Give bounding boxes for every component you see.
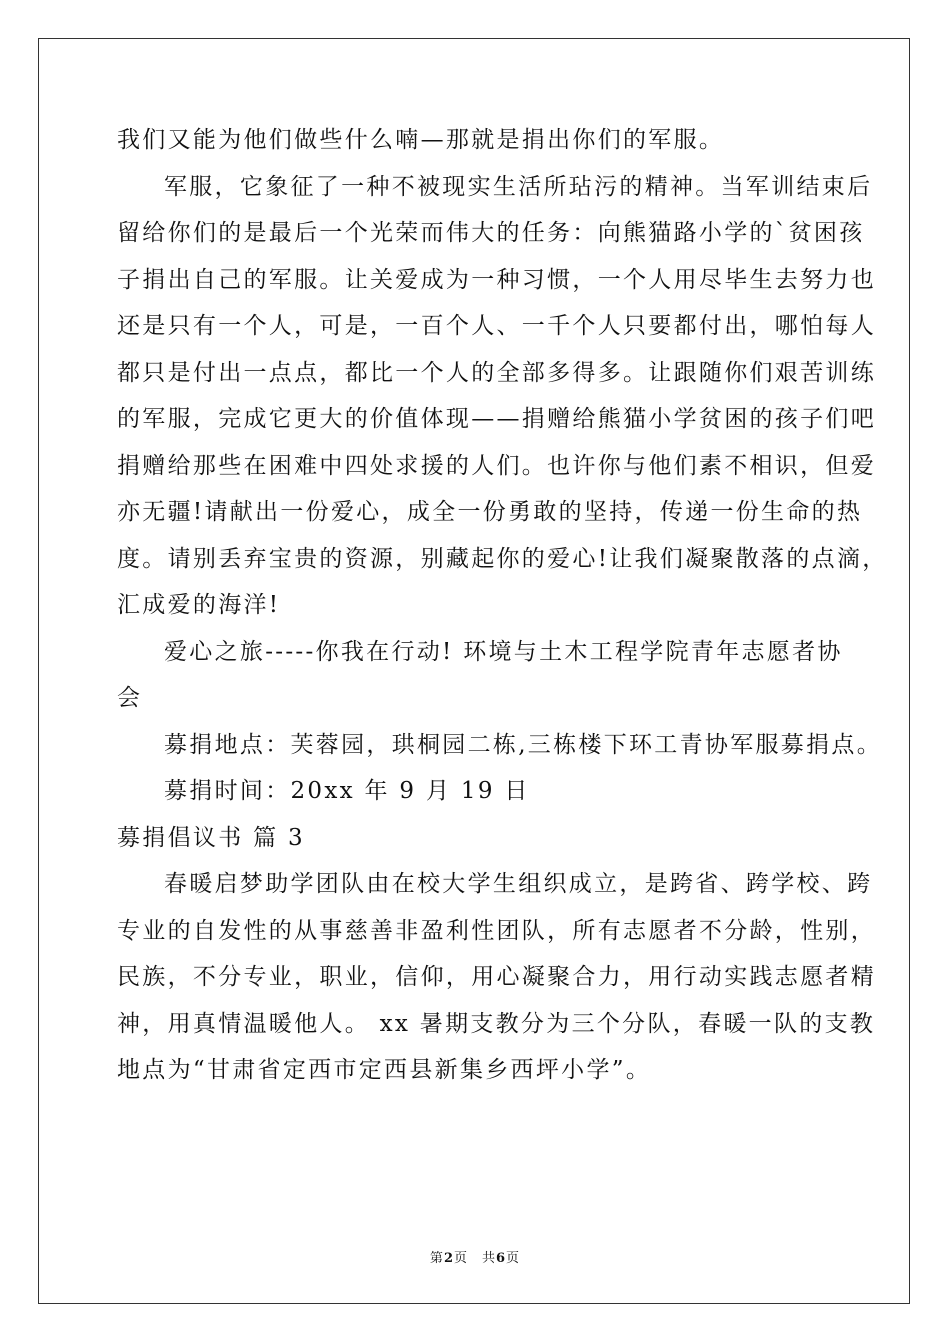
paragraph-line: 会 <box>117 685 143 711</box>
section-heading: 募捐倡议书 篇 3 <box>117 824 305 851</box>
paragraph-line: 亦无疆!请献出一份爱心，成全一份勇敢的坚持，传递一份生命的热 <box>117 499 863 525</box>
paragraph-line: 春暖启梦助学团队由在校大学生组织成立，是跨省、跨学校、跨 <box>164 871 873 897</box>
paragraph-line: 爱心之旅-----你我在行动! 环境与土木工程学院青年志愿者协 <box>164 638 843 665</box>
paragraph-line: 地点为“甘肃省定西市定西县新集乡西坪小学”。 <box>117 1057 652 1083</box>
paragraph-line: 募捐地点：芙蓉园，珙桐园二栋,三栋楼下环工青协军服募捐点。 <box>164 731 883 758</box>
total-pages-number: 6 <box>496 1251 507 1266</box>
document-body <box>117 117 888 1094</box>
footer-middle: 页 共 <box>453 1251 496 1266</box>
paragraph-line: 留给你们的是最后一个光荣而伟大的任务：向熊猫路小学的`贫困孩 <box>117 220 865 246</box>
paragraph-line: 的军服，完成它更大的价值体现——捐赠给熊猫小学贫困的孩子们吧 <box>117 406 876 432</box>
paragraph-line: 募捐时间：20xx 年 9 月 19 日 <box>164 778 530 804</box>
paragraph-line: 神，用真情温暖他人。 xx 暑期支教分为三个分队，春暖一队的支教 <box>117 1010 876 1037</box>
paragraph-line: 度。请别丢弃宝贵的资源，别藏起你的爱心!让我们凝聚散落的点滴， <box>117 545 888 572</box>
paragraph-line: 子捐出自己的军服。让关爱成为一种习惯，一个人用尽毕生去努力也 <box>117 266 876 293</box>
paragraph-line: 民族，不分专业，职业，信仰，用心凝聚合力，用行动实践志愿者精 <box>117 964 876 990</box>
paragraph-line: 捐赠给那些在困难中四处求援的人们。也许你与他们素不相识，但爱 <box>117 452 876 479</box>
paragraph-line: 汇成爱的海洋! <box>117 592 281 618</box>
paragraph-line: 专业的自发性的从事慈善非盈利性团队，所有志愿者不分龄，性别， <box>117 917 876 944</box>
paragraph-line: 我们又能为他们做些什么喃—那就是捐出你们的军服。 <box>117 127 725 153</box>
paragraph-line: 军服，它象征了一种不被现实生活所玷污的精神。当军训结束后 <box>164 173 873 200</box>
footer-suffix: 页 <box>506 1251 521 1266</box>
footer-prefix: 第 <box>429 1251 444 1266</box>
paragraph-line: 还是只有一个人，可是，一百个人、一千个人只要都付出，哪怕每人 <box>117 313 876 339</box>
current-page-number: 2 <box>443 1251 454 1266</box>
page-number-footer <box>0 1247 950 1266</box>
paragraph-line: 都只是付出一点点，都比一个人的全部多得多。让跟随你们艰苦训练 <box>117 359 876 386</box>
